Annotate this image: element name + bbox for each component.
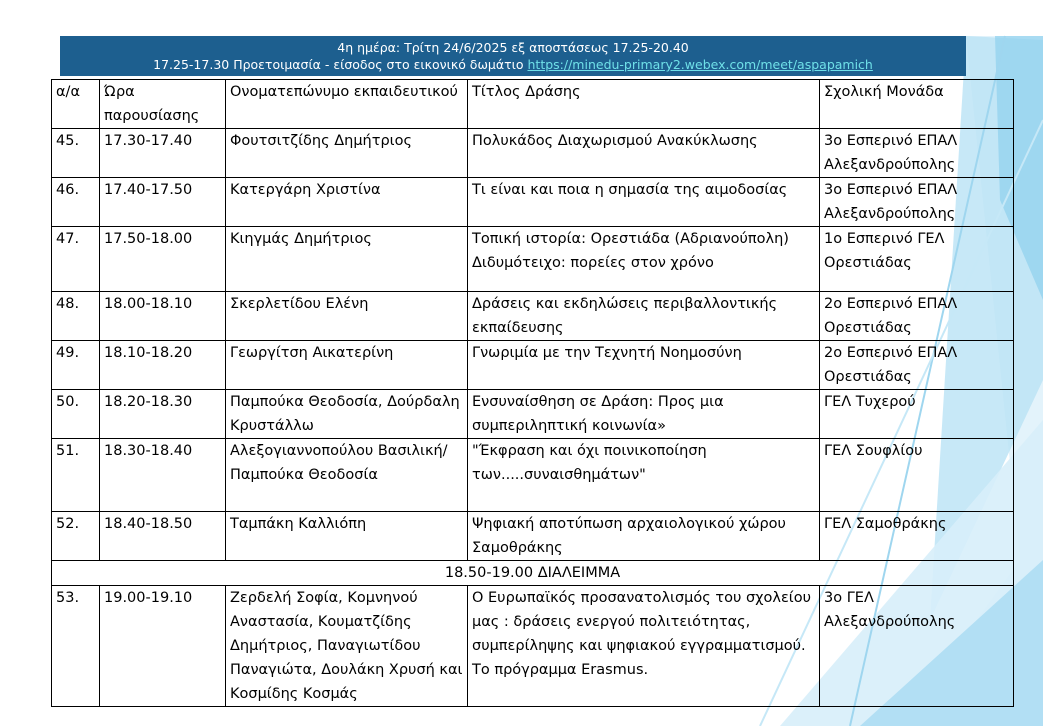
cell-time: 17.50-18.00 <box>100 227 226 292</box>
cell-name: Αλεξογιαννοπούλου Βασιλική/ Παμπούκα Θεοδοσία <box>226 439 468 512</box>
cell-school: 3ο ΓΕΛ Αλεξανδρούπολης <box>820 586 1014 707</box>
cell-school: ΓΕΛ Σαμοθράκης <box>820 512 1014 561</box>
cell-title: Τι είναι και ποια η σημασία της αιμοδοσίας <box>468 178 820 227</box>
table-row <box>52 512 1014 561</box>
header-prep-line <box>60 56 966 73</box>
cell-title: Τοπική ιστορία: Ορεστιάδα (Αδριανούπολη) Διδυμότειχο: πορείες στον χρόνο <box>468 227 820 292</box>
column-header-title: Τίτλος Δράσης <box>468 80 820 129</box>
header-prep-text: 17.25-17.30 Προετοιμασία - είσοδος στο εικονικό δωμάτιο <box>153 57 528 72</box>
cell-num: 53. <box>52 586 100 707</box>
cell-name: Ζερδελή Σοφία, Κομνηνού Αναστασία, Κουματζίδης Δημήτριος, Παναγιωτίδου Παναγιώτα, Δουλάκη Χρυσή και Κοσμίδης Κοσμάς <box>226 586 468 707</box>
cell-school: ΓΕΛ Σουφλίου <box>820 439 1014 512</box>
cell-num: 46. <box>52 178 100 227</box>
column-header-school: Σχολική Μονάδα <box>820 80 1014 129</box>
cell-num: 47. <box>52 227 100 292</box>
cell-title: Ο Ευρωπαϊκός προσανατολισμός του σχολείου μας : δράσεις ενεργού πολιτειότητας, συμπερίληψης και ψηφιακού εγγραμματισμού. Το πρόγραμμα Erasmus. <box>468 586 820 707</box>
cell-title: "Έκφραση και όχι ποινικοποίηση των.....συναισθημάτων" <box>468 439 820 512</box>
break-label: 18.50-19.00 ΔΙΑΛΕΙΜΜΑ <box>52 561 1014 586</box>
table-row <box>52 341 1014 390</box>
cell-name: Κιηγμάς Δημήτριος <box>226 227 468 292</box>
cell-time: 18.10-18.20 <box>100 341 226 390</box>
cell-name: Φουτσιτζίδης Δημήτριος <box>226 129 468 178</box>
table-row <box>52 586 1014 707</box>
webex-link[interactable]: https://minedu-primary2.webex.com/meet/aspapamich <box>527 57 873 72</box>
cell-title: Πολυκάδος Διαχωρισμού Ανακύκλωσης <box>468 129 820 178</box>
schedule-header <box>60 36 966 76</box>
cell-school: ΓΕΛ Τυχερού <box>820 390 1014 439</box>
cell-title: Ενσυναίσθηση σε Δράση: Προς μια συμπεριληπτική κοινωνία» <box>468 390 820 439</box>
column-header-num: α/α <box>52 80 100 129</box>
cell-title: Δράσεις και εκδηλώσεις περιβαλλοντικής εκπαίδευσης <box>468 292 820 341</box>
table-row <box>52 390 1014 439</box>
column-header-time: Ώρα παρουσίασης <box>100 80 226 129</box>
cell-name: Παμπούκα Θεοδοσία, Δούρδαλη Κρυστάλλω <box>226 390 468 439</box>
cell-school: 3ο Εσπερινό ΕΠΑΛ Αλεξανδρούπολης <box>820 178 1014 227</box>
break-row <box>52 561 1014 586</box>
cell-time: 19.00-19.10 <box>100 586 226 707</box>
cell-num: 45. <box>52 129 100 178</box>
cell-title: Ψηφιακή αποτύπωση αρχαιολογικού χώρου Σαμοθράκης <box>468 512 820 561</box>
cell-time: 17.30-17.40 <box>100 129 226 178</box>
cell-num: 50. <box>52 390 100 439</box>
table-row <box>52 129 1014 178</box>
cell-time: 18.40-18.50 <box>100 512 226 561</box>
cell-name: Γεωργίτση Αικατερίνη <box>226 341 468 390</box>
table-row <box>52 227 1014 292</box>
cell-title: Γνωριμία με την Τεχνητή Νοημοσύνη <box>468 341 820 390</box>
cell-num: 52. <box>52 512 100 561</box>
cell-time: 18.20-18.30 <box>100 390 226 439</box>
cell-name: Σκερλετίδου Ελένη <box>226 292 468 341</box>
cell-num: 49. <box>52 341 100 390</box>
table-row <box>52 178 1014 227</box>
cell-num: 51. <box>52 439 100 512</box>
column-header-name: Ονοματεπώνυμο εκπαιδευτικού <box>226 80 468 129</box>
cell-name: Κατεργάρη Χριστίνα <box>226 178 468 227</box>
header-day-line: 4η ημέρα: Τρίτη 24/6/2025 εξ αποστάσεως 17.25-20.40 <box>337 40 689 55</box>
cell-time: 18.00-18.10 <box>100 292 226 341</box>
cell-school: 2ο Εσπερινό ΕΠΑΛ Ορεστιάδας <box>820 292 1014 341</box>
cell-school: 1ο Εσπερινό ΓΕΛ Ορεστιάδας <box>820 227 1014 292</box>
table-row <box>52 439 1014 512</box>
table-row <box>52 292 1014 341</box>
cell-time: 17.40-17.50 <box>100 178 226 227</box>
cell-num: 48. <box>52 292 100 341</box>
table-header-row <box>52 80 1014 129</box>
cell-school: 3ο Εσπερινό ΕΠΑΛ Αλεξανδρούπολης <box>820 129 1014 178</box>
cell-school: 2ο Εσπερινό ΕΠΑΛ Ορεστιάδας <box>820 341 1014 390</box>
cell-time: 18.30-18.40 <box>100 439 226 512</box>
schedule-table <box>51 79 1014 707</box>
cell-name: Ταμπάκη Καλλιόπη <box>226 512 468 561</box>
